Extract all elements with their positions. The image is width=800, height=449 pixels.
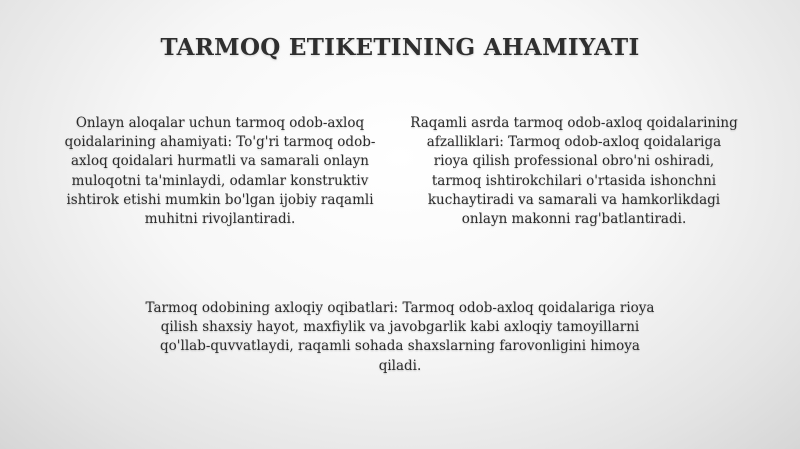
paragraph-ethical-implications: Tarmoq odobining axloqiy oqibatlari: Tarmoq odob-axloq qoidalariga rioya qilish shaxsiy hayot, maxfiylik va javobgarlik kabi axloqiy tamoyillarni qo'llab-quvvatlaydi, raqamli sohada shaxslarning farovonligini himoya qiladi.: [145, 300, 655, 374]
paragraph-online-communication: Onlayn aloqalar uchun tarmoq odob-axloq qoidalarining ahamiyati: To'g'ri tarmoq odob-axloq qoidalari hurmatli va samarali onlayn muloqotni ta'minlaydi, odamlar konstruktiv ishtirok etishi mumkin bo'lgan ijobiy raqamli muhitni rivojlantiradi.: [64, 115, 376, 228]
slide-title: TARMOQ ETIKETINING AHAMIYATI: [160, 34, 640, 61]
paragraph-digital-age-benefits: Raqamli asrda tarmoq odob-axloq qoidalarining afzalliklari: Tarmoq odob-axloq qoidalariga rioya qilish professional obro'ni oshiradi, tarmoq ishtirokchilari o'rtasida ishonchni kuchaytiradi va samarali va hamkorlikdagi onlayn makonni rag'batlantiradi.: [410, 115, 738, 228]
